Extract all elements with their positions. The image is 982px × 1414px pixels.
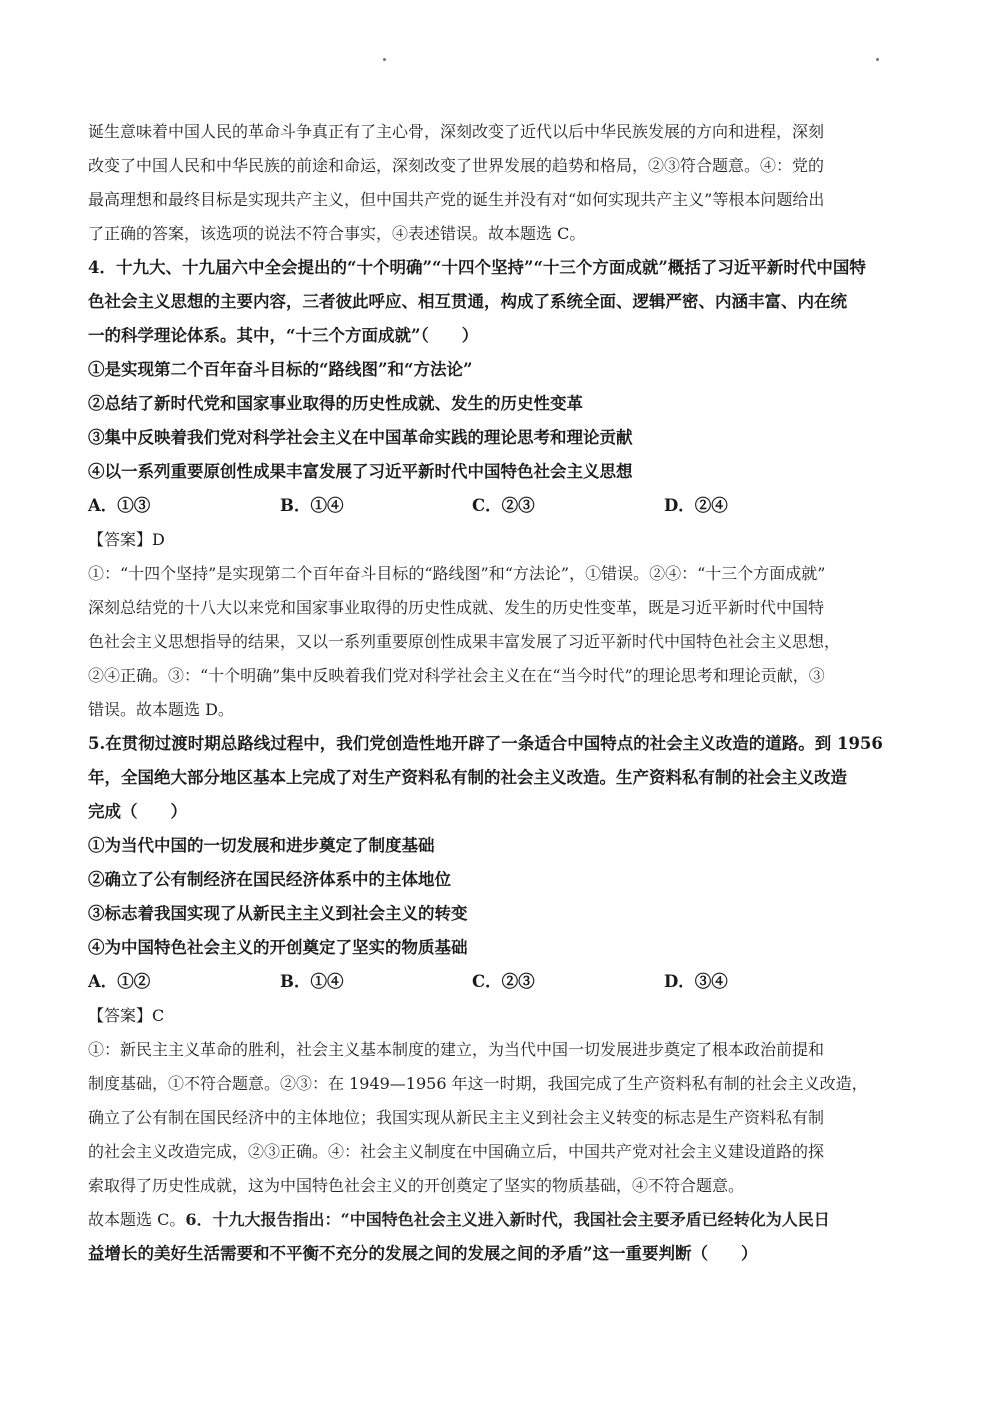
q4-answer: 【答案】D (88, 530, 165, 549)
q5-explanation-line: ①：新民主主义革命的胜利，社会主义基本制度的建立，为当代中国一切发展进步奠定了根本政治前提和 (88, 1040, 825, 1059)
q4-explanation-line: ①：“十四个坚持”是实现第二个百年奋斗目标的“路线图”和“方法论”，①错误。②④：“十三个方面成就” (88, 564, 826, 583)
q4-option-c: C．②③ (472, 496, 535, 515)
q5-option-c: C．②③ (472, 972, 535, 991)
q5-item-3: ③标志着我国实现了从新民主主义到社会主义的转变 (88, 904, 468, 923)
q4-stem-line: 4．十九大、十九届六中全会提出的“十个明确”“十四个坚持”“十三个方面成就”概括了习近平新时代中国特 (88, 258, 866, 277)
prev-explanation-line: 改变了中国人民和中华民族的前途和命运，深刻改变了世界发展的趋势和格局，②③符合题意。④：党的 (88, 156, 825, 175)
q4-option-b: B．①④ (280, 496, 344, 515)
q5-explanation-line: 的社会主义改造完成，②③正确。④：社会主义制度在中国确立后，中国共产党对社会主义建设道路的探 (88, 1142, 825, 1161)
prev-explanation-line: 最高理想和最终目标是实现共产主义，但中国共产党的诞生并没有对“如何实现共产主义”等根本问题给出 (88, 190, 825, 209)
header-mark-right (876, 58, 879, 61)
q5-conclusion: 故本题选 C。 (88, 1210, 186, 1229)
q4-item-2: ②总结了新时代党和国家事业取得的历史性成就、发生的历史性变革 (88, 394, 583, 413)
q5-item-1: ①为当代中国的一切发展和进步奠定了制度基础 (88, 836, 435, 855)
prev-explanation-line: 了正确的答案，该选项的说法不符合事实，④表述错误。故本题选 C。 (88, 224, 586, 243)
q6-stem-line: 益增长的美好生活需要和不平衡不充分的发展之间的发展之间的矛盾”这一重要判断（ ） (88, 1244, 758, 1263)
q5-stem-line: 5.在贯彻过渡时期总路线过程中，我们党创造性地开辟了一条适合中国特点的社会主义改造的道路。到 1956 (88, 734, 883, 753)
q4-options (88, 489, 903, 523)
q5-explanation-line: 索取得了历史性成就，这为中国特色社会主义的开创奠定了坚实的物质基础，④不符合题意。 (88, 1176, 745, 1195)
q5-explanation-line: 确立了公有制在国民经济中的主体地位；我国实现从新民主主义到社会主义转变的标志是生产资料私有制 (88, 1108, 825, 1127)
q6-stem-first: 十九大报告指出：“中国特色社会主义进入新时代，我国社会主要矛盾已经转化为人民日 (212, 1210, 830, 1229)
q5-item-4: ④为中国特色社会主义的开创奠定了坚实的物质基础 (88, 938, 468, 957)
q4-option-d: D．②④ (664, 496, 728, 515)
q5-item-2: ②确立了公有制经济在国民经济体系中的主体地位 (88, 870, 451, 889)
header-mark-left (383, 58, 386, 61)
q5-options (88, 965, 903, 999)
q4-explanation-line: ②④正确。③：“十个明确”集中反映着我们党对科学社会主义在在“当今时代”的理论思考和理论贡献，③ (88, 666, 825, 685)
prev-explanation-line: 诞生意味着中国人民的革命斗争真正有了主心骨，深刻改变了近代以后中华民族发展的方向和进程，深刻 (88, 122, 825, 141)
q5-option-b: B．①④ (280, 972, 344, 991)
q4-item-4: ④以一系列重要原创性成果丰富发展了习近平新时代中国特色社会主义思想 (88, 462, 633, 481)
q5-option-d: D．③④ (664, 972, 728, 991)
q4-stem-line: 色社会主义思想的主要内容，三者彼此呼应、相互贯通，构成了系统全面、逻辑严密、内涵丰富、内在统 (88, 292, 847, 311)
q4-item-1: ①是实现第二个百年奋斗目标的“路线图”和“方法论” (88, 360, 473, 379)
q5-stem-line: 完成（ ） (88, 802, 187, 821)
q4-option-a: A．①③ (88, 496, 151, 515)
q4-explanation-line: 深刻总结党的十八大以来党和国家事业取得的历史性成就、发生的历史性变革，既是习近平新时代中国特 (88, 598, 825, 617)
document-content (88, 115, 903, 1271)
q4-item-3: ③集中反映着我们党对科学社会主义在中国革命实践的理论思考和理论贡献 (88, 428, 633, 447)
q5-stem-line: 年，全国绝大部分地区基本上完成了对生产资料私有制的社会主义改造。生产资料私有制的社会主义改造 (88, 768, 847, 787)
q5-answer: 【答案】C (88, 1006, 165, 1025)
q4-explanation-line: 色社会主义思想指导的结果，又以一系列重要原创性成果丰富发展了习近平新时代中国特色社会主义思想， (88, 632, 841, 651)
q4-stem-line: 一的科学理论体系。其中，“十三个方面成就”（ ） (88, 326, 479, 345)
q6-number: 6． (185, 1210, 213, 1229)
q5-option-a: A．①② (88, 972, 151, 991)
q5-explanation-line: 制度基础，①不符合题意。②③：在 1949—1956 年这一时期，我国完成了生产资料私有制的社会主义改造， (88, 1074, 868, 1093)
q4-explanation-line: 错误。故本题选 D。 (88, 700, 234, 719)
q5-conclusion-q6-line (88, 1203, 903, 1237)
